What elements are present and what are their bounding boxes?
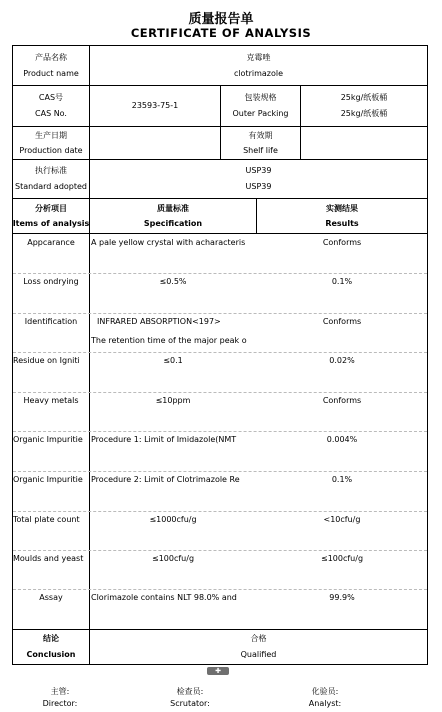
row-separator xyxy=(13,352,427,353)
header-items-en: Items of analysis xyxy=(13,218,89,228)
border-bottom xyxy=(12,664,428,665)
packing-value xyxy=(301,86,427,126)
cas-label-en: CAS No. xyxy=(35,109,67,118)
document-title-cn: 质量报告单 xyxy=(188,12,254,27)
cas-value-text: 23593-75-1 xyxy=(131,101,179,110)
row-separator xyxy=(13,471,427,472)
row-result: <10cfu/g xyxy=(323,515,361,524)
row-spec: Clorimazole contains NLT 98.0% and xyxy=(91,593,237,602)
product-name-label-cn: 产品名称 xyxy=(35,52,67,62)
shelf-life-label xyxy=(221,127,300,159)
row-spec: Procedure 1: Limit of Imidazole(NMT xyxy=(91,435,237,444)
packing-value-1: 25kg/纸板桶 xyxy=(340,93,388,102)
shelf-life-label-cn: 有效期 xyxy=(248,130,273,140)
standard-label-cn: 执行标准 xyxy=(35,166,67,175)
cas-value xyxy=(90,86,220,126)
header-results-cn: 实测结果 xyxy=(326,203,358,213)
row-item: Moulds and yeast xyxy=(13,554,84,563)
row-spec-line-2: The retention time of the major peak o xyxy=(91,336,247,345)
production-date-label-en: Production date xyxy=(19,145,83,155)
certificate-sheet xyxy=(12,45,428,665)
row-spec: ≤0.5% xyxy=(159,277,187,286)
border-right xyxy=(427,45,428,665)
row-result: ≤100cfu/g xyxy=(320,554,364,563)
row-result: 0.02% xyxy=(329,356,355,365)
row-item: Organic Impuritie xyxy=(13,435,83,444)
row-result: 0.004% xyxy=(326,435,358,444)
production-date-label-cn: 生产日期 xyxy=(35,130,67,140)
director-label-en: Director: xyxy=(42,699,78,708)
row-spec: ≤1000cfu/g xyxy=(149,515,197,524)
standard-value-2: USP39 xyxy=(245,182,272,191)
product-name-value xyxy=(90,46,427,85)
product-name-label xyxy=(13,46,89,85)
analyst-label-en: Analyst: xyxy=(308,699,342,708)
row-item: Residue on Igniti xyxy=(13,356,80,365)
row-item: Total plate count xyxy=(13,515,80,524)
scrutator-signature xyxy=(155,686,225,710)
row-separator xyxy=(13,313,427,314)
row-spec: ≤0.1 xyxy=(163,356,183,365)
packing-label xyxy=(221,86,300,126)
row-result: Conforms xyxy=(322,238,362,247)
document-title-en: CERTIFICATE OF ANALYSIS xyxy=(130,26,312,40)
conclusion-value-cn: 合格 xyxy=(250,634,267,643)
header-results xyxy=(257,199,427,233)
director-signature xyxy=(30,686,90,710)
header-spec-cn: 质量标准 xyxy=(157,203,189,213)
row-result: 0.1% xyxy=(331,277,353,286)
row-separator xyxy=(13,392,427,393)
shelf-life-label-en: Shelf life xyxy=(243,145,278,155)
row-result: Conforms xyxy=(322,396,362,405)
row-spec: ≤10ppm xyxy=(155,396,191,405)
row-item: Assay xyxy=(39,593,63,602)
row-spec: ≤100cfu/g xyxy=(151,554,195,563)
analyst-label-cn: 化验员: xyxy=(311,687,339,696)
row-item: Appcarance xyxy=(27,238,75,247)
production-date-label xyxy=(13,127,89,159)
scrutator-label-cn: 检查员: xyxy=(176,687,204,696)
row-separator xyxy=(13,589,427,590)
product-name-value-cn: 克霉唑 xyxy=(246,52,271,62)
header-specification xyxy=(90,199,256,233)
header-items-cn: 分析项目 xyxy=(35,203,67,213)
standard-label-en: Standard adopted xyxy=(14,182,88,191)
row-result: 0.1% xyxy=(331,475,353,484)
row-item: Heavy metals xyxy=(23,396,79,405)
packing-value-2: 25kg/纸板桶 xyxy=(340,109,388,118)
row-spec: A pale yellow crystal with acharacteris xyxy=(91,238,246,247)
header-spec-en: Specification xyxy=(143,218,203,228)
conclusion-value xyxy=(90,630,427,664)
scrutator-label-en: Scrutator: xyxy=(170,699,210,708)
product-name-value-en: clotrimazole xyxy=(233,68,284,78)
row-separator xyxy=(13,273,427,274)
row-item: Organic Impuritie xyxy=(13,475,83,484)
row-item: Loss ondrying xyxy=(23,277,79,286)
row-item: Identification xyxy=(24,317,78,326)
conclusion-label-en: Conclusion xyxy=(26,650,76,659)
rule xyxy=(12,233,428,234)
packing-label-cn: 包装规格 xyxy=(244,93,277,102)
director-label-cn: 主管: xyxy=(50,687,70,696)
expand-handle-icon[interactable]: ✚ xyxy=(207,667,229,675)
cas-label xyxy=(13,86,89,126)
row-separator xyxy=(13,550,427,551)
row-result: 99.9% xyxy=(329,593,355,602)
row-result: Conforms xyxy=(322,317,362,326)
header-results-en: Results xyxy=(325,218,359,228)
header-items xyxy=(13,199,89,233)
row-spec: INFRARED ABSORPTION<197> xyxy=(97,317,221,326)
row-separator xyxy=(13,511,427,512)
conclusion-label xyxy=(13,630,89,664)
packing-label-en: Outer Packing xyxy=(232,109,289,118)
cas-label-cn: CAS号 xyxy=(38,93,64,102)
standard-value-1: USP39 xyxy=(245,166,272,175)
conclusion-value-en: Qualified xyxy=(240,650,277,659)
row-separator xyxy=(13,431,427,432)
standard-label xyxy=(13,160,89,198)
row-spec: Procedure 2: Limit of Clotrimazole Re xyxy=(91,475,240,484)
standard-value xyxy=(90,160,427,198)
conclusion-label-cn: 结论 xyxy=(43,634,59,643)
product-name-label-en: Product name xyxy=(23,68,79,78)
analyst-signature xyxy=(295,686,355,710)
